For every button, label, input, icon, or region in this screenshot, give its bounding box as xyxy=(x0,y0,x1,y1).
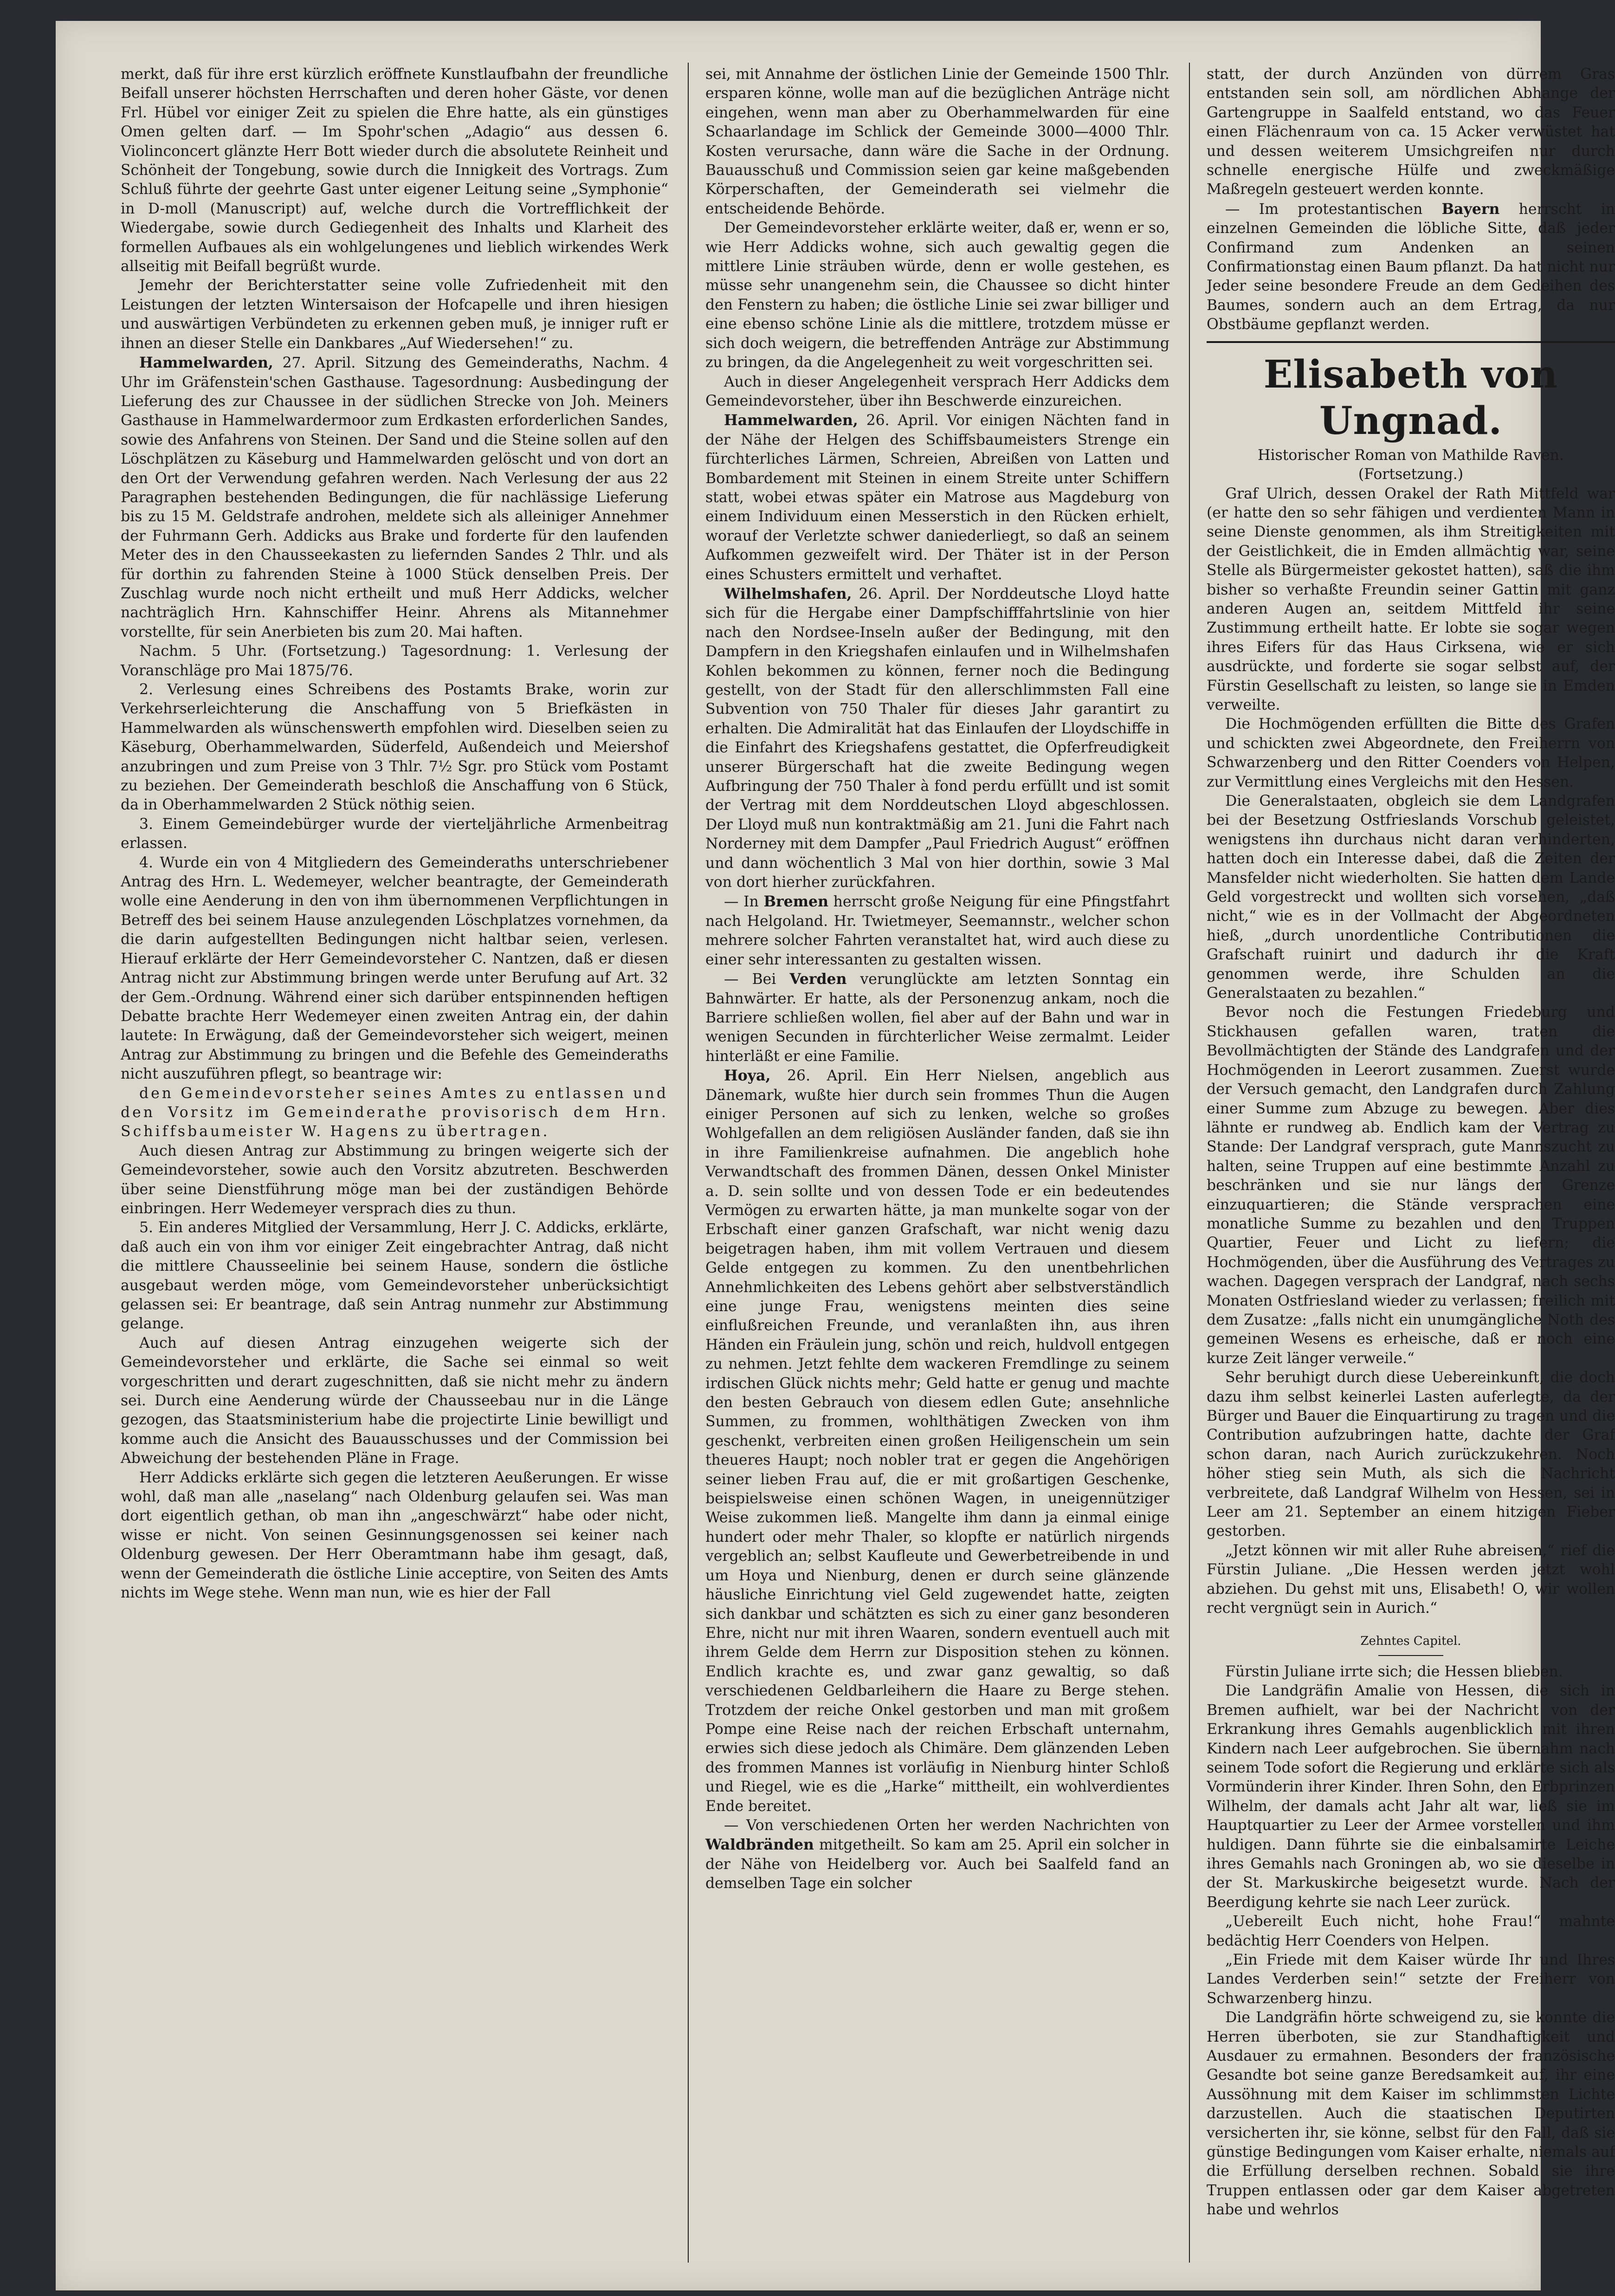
novel-paragraph: „Uebereilt Euch nicht, hohe Frau!“ mahnte bedächtig Herr Coenders von Helpen. xyxy=(1207,1913,1615,1949)
column-divider-left xyxy=(688,63,689,2263)
novel-paragraph: Graf Ulrich, dessen Orakel der Rath Mittfeld war (er hatte den so sehr fähigen und verdienten Mann in seine Dienste genommen, als ihm Streitigkeiten mit der Geistlichkeit, die in Emden allmächtig war, seine Stelle als Bürgermeister gekostet hatten), saß die ihm bisher so verhaßte Freundin seiner Gattin mit ganz anderen Augen an, seitdem Mittfeld ihr seine Zustimmung ertheilt hatte. Er lobte sie sogar wegen ihres Eifers für das Haus Cirksena, wie er sich ausdrückte, und forderte sie sogar selbst auf, der Fürstin Gesellschaft zu leisten, so lange sie in Emden verweilte. xyxy=(1207,485,1615,713)
column-1 xyxy=(121,65,668,2260)
council-item-4: 4. Wurde ein von 4 Mitgliedern des Gemeinderaths unterschriebener Antrag des Hrn. L. Wedemeyer, welcher beantragte, der Gemeinderath wolle eine Aenderung in den von ihm übernommenen Verpflichtungen in Betreff des bei seinem Hause anzulegenden Löschplatzes vornehmen, da die darin aufgestellten Bedingungen nicht haltbar seien, verlesen. Hierauf erklärte der Herr Gemeindevorsteher C. Nantzen, daß er diesen Antrag nicht zur Abstimmung bringen werde unter Berufung auf Art. 32 der Gem.-Ordnung. Während einer sich darüber entspinnenden heftigen Debatte brachte Herr Wedemeyer einen zweiten Antrag ein, der dahin lautete: In Erwägung, daß der Gemeindevorsteher sich weigert, meinen Antrag zur Abstimmung zu bringen und die Befehle des Gemeinderaths nicht auszuführen pflegt, so beantrage wir: xyxy=(121,854,668,1083)
chapter-heading: Zehntes Capitel. xyxy=(1360,1634,1461,1649)
council-item-1: Nachm. 5 Uhr. (Fortsetzung.) Tagesordnung: 1. Verlesung der Voranschläge pro Mai 1875/76. xyxy=(121,643,668,679)
section-rule xyxy=(1207,341,1615,343)
column-divider-right xyxy=(1189,63,1190,2263)
place-heading: Wilhelmshafen, xyxy=(724,585,852,602)
novel-paragraph: Die Hochmögenden erfüllten die Bitte des Grafen und schickten zwei Abgeordnete, den Freiherrn von Schwarzenberg und den Ritter Coenders von Helpen, zur Vermittlung eines Vergleichs mit den Hessen. xyxy=(1207,716,1615,790)
novel-paragraph: „Ein Friede mit dem Kaiser würde Ihr und Ihres Landes Verderben sein!“ setzte der Freiherr von Schwarzenberg hinzu. xyxy=(1207,1951,1615,2007)
novel-paragraph: Die Landgräfin hörte schweigend zu, sie konnte die Herren überboten, sie zur Standhaftigkeit und Ausdauer zu ermahnen. Besonders der französische Gesandte bot seine ganze Beredsamkeit auf, ihr eine Aussöhnung mit dem Kaiser im schlimmsten Lichte darzustellen. Auch die staatischen Deputirten versicherten ihr, sie könne, selbst für den Fall, daß sie günstige Bedingungen vom Kaiser erhalte, niemals auf die Erfüllung derselben rechnen. Sobald sie ihre Truppen entlassen oder gar dem Kaiser abgetreten habe und wehrlos xyxy=(1207,2009,1615,2218)
council-report-cont-2: Der Gemeindevorsteher erklärte weiter, daß er, wenn er so, wie Herr Addicks wohne, sich auch gewaltig gegen die mittlere Linie sträuben würde, denn er wolle gestehen, es müsse sehr unangenehm sein, die Chaussee so dicht hinter den Fenstern zu haben; die östliche Linie sei zwar billiger und eine ebenso schöne Linie als die mittlere, trotzdem müsse er sich doch weigern, die betreffenden Anträge zur Abstimmung zu bringen, da die Angelegenheit zu weit vorgeschritten sei. xyxy=(705,220,1169,371)
council-item-3: 3. Einem Gemeindebürger wurde der vierteljährliche Armenbeitrag erlassen. xyxy=(121,815,668,852)
place-heading: Hammelwarden, xyxy=(139,354,273,372)
verden-report: — Bei Verden verunglückte am letzten Sonntag ein Bahnwärter. Er hatte, als der Personenzug ankam, noch die Barriere schließen wollen, fiel aber auf der Bahn und war in wenigen Secunden in fürchterlicher Weise zermalmt. Leider hinterläßt er eine Familie. xyxy=(705,970,1169,1065)
novel-subtitle: Historischer Roman von Mathilde Raven. xyxy=(1258,446,1564,464)
hammelwarden-brawl-report: Hammelwarden, 26. April. Vor einigen Nächten fand in der Nähe der Helgen des Schiffsbaumeisters Strenge ein fürchterliches Lärmen, Schreien, Abreißen von Latten und Bombardement mit Steinen in einem Streite unter Schiffern statt, wobei etwas später ein Matrose aus Magdeburg von einem Individuum einen Messerstich in den Rücken erhielt, worauf der Verletzte schwer daniederliegt, so daß an seinem Aufkommen gezweifelt wird. Der Thäter ist in der Person eines Schusters ermittelt und verhaftet. xyxy=(705,412,1169,583)
hoya-report: Hoya, 26. April. Ein Herr Nielsen, angeblich aus Dänemark, wußte hier durch sein frommes Thun die Augen einiger Personen auf sich zu lenken, welche so großes Wohlgefallen an dem religiösen Ausländer fanden, daß sie ihn in ihre Familienkreise aufnahmen. Die angeblich hohe Verwandtschaft des frommen Dänen, dessen Onkel Minister a. D. sein sollte und von dessen Tode er ein bedeutendes Vermögen zu erwarten hätte, ja man munkelte sogar von der Erbschaft einer ganzen Grafschaft, war nicht wenig dazu beigetragen haben, ihm mit vollem Vertrauen und diesem Gelde entgegen zu kommen. Zu den unentbehrlichen Annehmlichkeiten des Lebens gehört aber selbstverständlich eine junge Frau, wenigstens meinten dies seine einflußreichen Freunde, und veranlaßten ihn, aus ihren Händen ein Fräulein jung, schön und reich, huldvoll entgegen zu nehmen. Jetzt fehlte dem wackeren Fremdlinge zu seinem irdischen Glück nichts mehr; Geld hatte er genug und machte den besten Gebrauch von diesem edlen Gute; ansehnliche Summen, zu frommen, wohlthätigen Zwecken von ihm geschenkt, verbreiten einen großen Heiligenschein um sein theueres Haupt; noch nobler trat er gegen die Angehörigen seiner lieben Frau auf, die er mit großartigen Geschenke, beispielsweise einen schönen Wagen, in uneigennütziger Weise zukommen ließ. Mangelte ihm dann ja einmal einige hundert oder mehr Thaler, so klopfte er natürlich nirgends vergeblich an; selbst Kaufleute und Gewerbetreibende in und um Hoya und Nienburg, denen er durch seine glänzende häusliche Einrichtung viel Geld zugewendet hatte, zeigten sich dankbar und schätzten es sich zu einer ganz besonderen Ehre, nicht nur mit ihren Waaren, sondern eventuell auch mit ihrem Gelde dem Herrn zur Disposition stehen zu können. Endlich krachte es, und zwar ganz gewaltig, so daß verschiedenen Geldbarleihern die Haare zu Berge stehen. Trotzdem der reiche Onkel gestorben und man mit großem Pompe eine Reise nach der reichen Erbschaft unternahm, erwies sich diese jedoch als Chimäre. Dem glänzenden Leben des frommen Mannes ist vorläufig in Nienburg hinter Schloß und Riegel, wie es die „Harke“ mittheilt, ein wohlverdientes Ende bereitet. xyxy=(705,1067,1169,1815)
council-item-5: 5. Ein anderes Mitglied der Versammlung, Herr J. C. Addicks, erklärte, daß auch ein von ihm vor einiger Zeit eingebrachter Antrag, daß nicht die mittlere Chausseelinie bei seinem Hause, sondern die östliche ausgebaut werden möge, vom Gemeindevorsteher unberücksichtigt gelassen sei: Er beantrage, daß sein Antrag nunmehr zur Abstimmung gelange. xyxy=(121,1219,668,1332)
forest-fire-report-cont: statt, der durch Anzünden von dürrem Gras entstanden sein soll, am nördlichen Abhange der Gartengruppe in Saalfeld entstand, wo das Feuer einen Flächenraum von ca. 15 Acker verwüstet hat und dessen weiterem Umsichgreifen nur durch schnelle energische Hülfe und zweckmäßige Maßregeln gesteuert werden konnte. xyxy=(1207,66,1615,198)
novel-continuation-note: (Fortsetzung.) xyxy=(1358,466,1464,483)
council-motion: den Gemeindevorsteher seines Amtes zu entlassen und den Vorsitz im Gemeinderathe provisorisch dem Hrn. Schiffsbaumeister W. Hagens zu übertragen. xyxy=(121,1085,668,1140)
council-report-cont: sei, mit Annahme der östlichen Linie der Gemeinde 1500 Thlr. ersparen könne, wolle man auf die bezüglichen Anträge nicht eingehen, wenn man aber zu Oberhammelwarden für eine Schaarlandage im Schlick der Gemeinde 3000—4000 Thlr. Kosten verursache, dann wäre die Sache in der Ordnung. Bauausschuß und Commission seien gar keine maßgebenden Körperschaften, der Gemeinderath sei vielmehr die entscheidende Behörde. xyxy=(705,66,1169,217)
novel-paragraph: Die Landgräfin Amalie von Hessen, die sich in Bremen aufhielt, war bei der Nachricht von der Erkrankung ihres Gemahls augenblicklich mit ihren Kindern nach Leer aufgebrochen. Sie übernahm nach seinem Tode sofort die Regierung und erklärte sich als Vormünderin ihrer Kinder. Ihren Sohn, den Erbprinzen Wilhelm, der damals acht Jahr alt war, ließ sie im Hauptquartier zu Leer der Armee vorstellen und ihm huldigen. Dann führte sie die einbalsamirte Leiche ihres Gemahls nach Groningen ab, wo sie dieselbe in der St. Markuskirche beigesetzt wurde. Nach der Beerdigung kehrte sie nach Leer zurück. xyxy=(1207,1682,1615,1911)
wilhelmshafen-report: Wilhelmshafen, 26. April. Der Norddeutsche Lloyd hatte sich für die Hergabe einer Dampfschifffahrtslinie von hier nach den Nordsee-Inseln außer der Bedingung, mit den Dampfern in den Kriegshafen einlaufen und in Wilhelmshafen Kohlen bekommen zu können, ferner noch die Bedingung gestellt, von der Stadt für den allerschlimmsten Fall eine Subvention von 750 Thaler für dieses Jahr garantirt zu erhalten. Die Admiralität hat das Einlaufen der Lloydschiffe in die Einfahrt des Kriegshafens gestattet, die Opferfreudigkeit unserer Bürgerschaft hat die zweite Bedingung wegen Aufbringung der 750 Thaler à fond perdu erfüllt und ist somit der Vertrag mit dem Norddeutschen Lloyd abgeschlossen. Der Lloyd muß nun kontraktmäßig am 21. Juni die Fahrt nach Norderney mit dem Dampfer „Paul Friedrich August“ eröffnen und dann wöchentlich 3 Mal von hier dorthin, sowie 3 Mal von dort hierher zurückfahren. xyxy=(705,585,1169,891)
place-heading: Bremen xyxy=(763,893,828,911)
newspaper-page xyxy=(56,21,1615,2290)
council-item-2: 2. Verlesung eines Schreibens des Postamts Brake, worin zur Verkehrserleichterung die Anschaffung von 5 Briefkästen in Hammelwarden als wünschenswerth empfohlen wird. Dieselben seien zu Käseburg, Oberhammelwarden, Süderfeld, Außendeich und Meiershof anzubringen und zum Preise von 3 Thlr. 7½ Sgr. pro Stück vom Postamt zu beziehen. Der Gemeinderath beschloß die Anschaffung von 6 Stück, da in Oberhammelwarden 2 Stück nöthig seien. xyxy=(121,681,668,814)
bavaria-report: — Im protestantischen Bayern herrscht in einzelnen Gemeinden die löbliche Sitte, daß jeder Confirmand zum Andenken an seinen Confirmationstag einen Baum pflanzt. Da hat nicht nur Jeder seine besondere Freude an dem Gedeihen des Baumes, sondern auch an dem Ertrag, da nur Obstbäume gepflanzt werden. xyxy=(1207,200,1615,333)
hammelwarden-council-report: Hammelwarden, 27. April. Sitzung des Gemeinderaths, Nachm. 4 Uhr im Gräfenstein'schen Gasthause. Tagesordnung: Ausbedingung der Lieferung des zur Chaussee in der südlichen Strecke von Joh. Meiners Gasthause in Hammelwardermoor zum Erdkasten erforderlichen Sandes, sowie des Anfahrens von Steinen. Der Sand und die Steine sollen auf den Löschplätzen zu Käseburg und Hammelwarden gelöscht und von dort an den Ort der Verwendung gefahren werden. Nach Verlesung der aus 22 Paragraphen bestehenden Bedingungen, die für nachlässige Lieferung bis zu 15 M. Geldstrafe androhen, meldete sich als alleiniger Annehmer der Fuhrmann Gerh. Addicks aus Brake und forderte für den laufenden Meter des in den Chausseekasten zu liefernden Sandes 2 Thlr. und als für dorthin zu fahrenden Steine à 1000 Stück denselben Preis. Der Zuschlag wurde noch nicht ertheilt und muß Herr Addicks, welcher nachträglich Hrn. Kahnschiffer Heinr. Ahrens als Mitannehmer vorstellte, für sein Anerbieten bis zum 20. Mai haften. xyxy=(121,354,668,640)
council-item-5-reply: Herr Addicks erklärte sich gegen die letzteren Aeußerungen. Er wisse wohl, daß man alle „naselang“ nach Oldenburg gelaufen sei. Was man dort eigentlich gethan, ob man ihn „angeschwärzt“ habe oder nicht, wisse er nicht. Von seinen Gesinnungsgenossen sei keiner nach Oldenburg gewesen. Der Herr Oberamtmann habe ihm gesagt, daß, wenn der Gemeinderath die östliche Linie acceptire, von Seiten des Amts nichts im Wege stehe. Wenn man nun, wie es hier der Fall xyxy=(121,1469,668,1602)
council-item-4-cont: Auch diesen Antrag zur Abstimmung zu bringen weigerte sich der Gemeindevorsteher, sowie auch den Vorsitz abzutreten. Beschwerden über seine Dienstführung möge man bei der zuständigen Behörde einbringen. Herr Wedemeyer versprach dies zu thun. xyxy=(121,1142,668,1217)
concert-report-end: merkt, daß für ihre erst kürzlich eröffnete Kunstlaufbahn der freundliche Beifall unserer höchsten Herrschaften und deren hoher Gäste, vor denen Frl. Hübel vor einiger Zeit zu spielen die Ehre hatte, als ein günstiges Omen gelten darf. — Im Spohr'schen „Adagio“ aus dessen 6. Violinconcert glänzte Herr Bott wieder durch die absolutete Reinheit und Schönheit der Tongebung, sowie durch die Innigkeit des Vortrags. Zum Schluß führte der geehrte Gast unter eigener Leitung seine „Symphonie“ in D-moll (Manuscript) auf, welche durch die Vortrefflichkeit der Wiedergabe, sowie durch Gediegenheit des Inhalts und Klarheit des formellen Aufbaues als ein wohlgelungenes und lieblich wirkendes Werk allseitig mit Beifall begrüßt wurde. xyxy=(121,66,668,275)
place-heading: Bayern xyxy=(1441,200,1500,218)
novel-paragraph: Sehr beruhigt durch diese Uebereinkunft, die doch dazu ihm selbst keinerlei Lasten auferlegte, da der Bürger und Bauer die Einquartirung zu tragen und die Contribution aufzubringen hatte, dachte der Graf schon daran, nach Aurich zurückzukehren. Noch höher stieg sein Muth, als sich die Nachricht verbreitete, daß Landgraf Wilhelm von Hessen, sei in Leer am 21. September an einem hitzigen Fieber gestorben. xyxy=(1207,1369,1615,1540)
novel-paragraph: Bevor noch die Festungen Friedeburg und Stickhausen gefallen waren, traten die Bevollmächtigten der Stände des Landgrafen und der Hochmögenden in Leerort zusammen. Zuerst wurde der Versuch gemacht, den Landgrafen durch Zahlung einer Summe zum Abzuge zu bewegen. Aber dies lähnte er rundweg ab. Endlich kam der Vertrag zu Stande: Der Landgraf versprach, gute Mannszucht zu halten, seine Truppen auf eine bestimmte Anzahl zu beschränken und sie nur längs der Grenze einzuquartieren; die Stände versprachen eine monatliche Summe zu bezahlen und den Truppen Quartier, Feuer und Licht zu liefern; die Hochmögenden, über die Ausführung des Vertrages zu wachen. Dagegen versprach der Landgraf, nach sechs Monaten Ostfriesland wieder zu verlassen; freilich mit dem Zusatze: „falls nicht ein unumgängliche Noth des gemeinen Wesens es erheische, daß er noch eine kurze Zeit länger verweile.“ xyxy=(1207,1004,1615,1367)
council-report-cont-3: Auch in dieser Angelegenheit versprach Herr Addicks dem Gemeindevorsteher, über ihn Beschwerde einzureichen. xyxy=(705,373,1169,409)
chapter-rule xyxy=(1378,1655,1443,1656)
novel-title: Elisabeth von Ungnad. xyxy=(1263,352,1558,443)
novel-paragraph: Fürstin Juliane irrte sich; die Hessen blieben. xyxy=(1225,1663,1563,1680)
forest-fire-report: — Von verschiedenen Orten her werden Nachrichten von Waldbränden mitgetheilt. So kam am 25. April ein solcher in der Nähe von Heidelberg vor. Auch bei Saalfeld fand an demselben Tage ein solcher xyxy=(705,1817,1169,1892)
council-item-5-cont: Auch auf diesen Antrag einzugehen weigerte sich der Gemeindevorsteher und erklärte, die Sache sei einmal so weit vorgeschritten und derart zugeschnitten, daß sie nicht mehr zu ändern sei. Durch eine Aenderung würde der Chausseebau nur in die Länge gezogen, das Staatsministerium habe die projectirte Linie bewilligt und komme auch die Ansicht des Bauausschusses und der Commission bei Abweichung der bestehenden Pläne in Frage. xyxy=(121,1334,668,1467)
place-heading: Verden xyxy=(789,970,847,988)
column-2 xyxy=(705,65,1169,2260)
place-heading: Hoya, xyxy=(724,1067,771,1085)
place-heading: Waldbränden xyxy=(705,1836,814,1854)
bremen-report: — In Bremen herrscht große Neigung für eine Pfingstfahrt nach Helgoland. Hr. Twietmeyer, Seemannstr., welcher schon mehrere solcher Fahrten veranstaltet hat, wird auch diese zu einer sehr interessanten zu gestalten wissen. xyxy=(705,893,1169,968)
concert-report-closing: Jemehr der Berichterstatter seine volle Zufriedenheit mit den Leistungen der letzten Wintersaison der Hofcapelle und ihren hiesigen und auswärtigen Verbündeten zu erkennen geben muß, je inniger ruft er ihnen an dieser Stelle ein Dankbares „Auf Wiedersehen!“ zu. xyxy=(121,277,668,352)
novel-paragraph: „Jetzt können wir mit aller Ruhe abreisen,“ rief die Fürstin Juliane. „Die Hessen werden jetzt wohl abziehen. Du gehst mit uns, Elisabeth! O, wir wollen recht vergnügt sein in Aurich.“ xyxy=(1207,1542,1615,1617)
column-3 xyxy=(1207,65,1615,2260)
place-heading: Hammelwarden, xyxy=(724,412,858,429)
novel-paragraph: Die Generalstaaten, obgleich sie dem Landgrafen bei der Besetzung Ostfrieslands Vorschub geleistet, wenigstens ihn durchaus nicht daran verhinderten, hatten doch ein Interesse dabei, daß die Zeiten der Mansfelder nicht wiederholten. Sie hatten dem Lande Geld vorgestreckt und wollten sich vorsehen, „daß nicht,“ wie es in der Vollmacht der Abgeordneten hieß, „durch unordentliche Contributionen die Grafschaft ruinirt und dadurch ihr die Kraft genommen werde, ihre Schulden an die Generalstaaten zu bezahlen.“ xyxy=(1207,793,1615,1002)
